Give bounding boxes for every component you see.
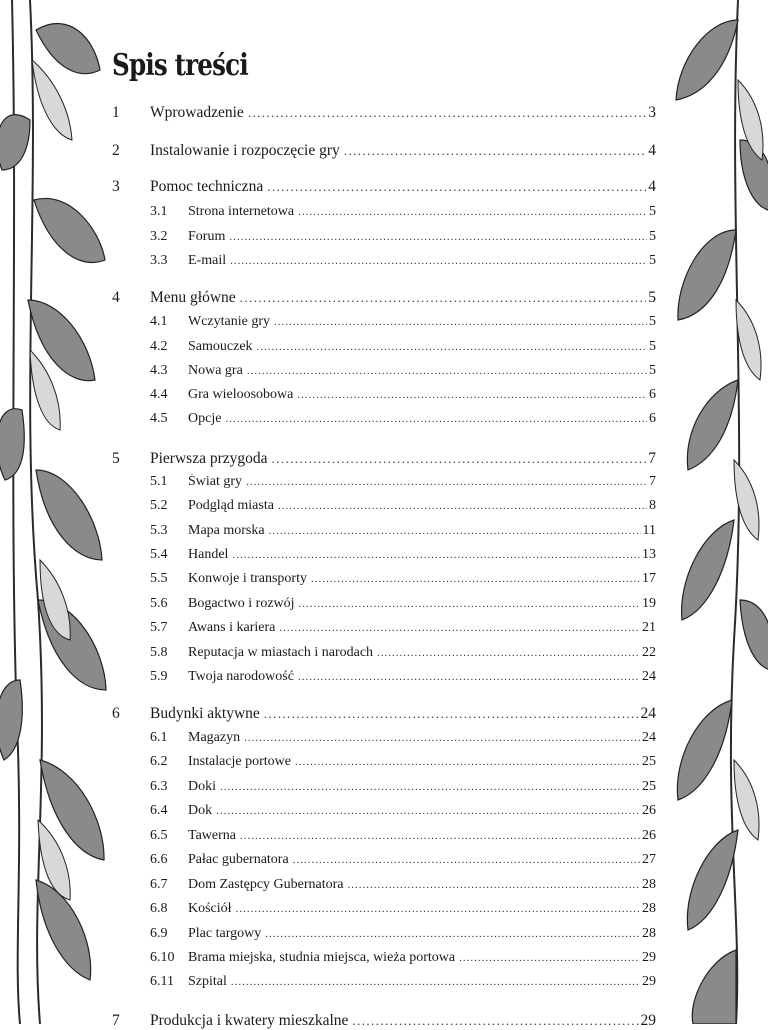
toc-section-row: [150, 754, 656, 770]
toc-entry-page: 26: [642, 803, 656, 818]
toc-dot-leader: [232, 549, 640, 561]
toc-dot-leader: [297, 389, 647, 401]
toc-section-row: [150, 474, 656, 490]
toc-section-row: [150, 730, 656, 746]
toc-entry-page: 22: [642, 645, 656, 660]
toc-section-row: [150, 596, 656, 612]
toc-entry-number: 5.8: [150, 645, 168, 660]
toc-entry-number: 5.1: [150, 474, 168, 489]
toc-dot-leader: [344, 143, 646, 159]
toc-dot-leader: [225, 413, 647, 425]
toc-dot-leader: [295, 756, 640, 768]
toc-chapter-row: [112, 104, 656, 122]
toc-entry-page: 5: [649, 339, 656, 354]
toc-entry-label: E-mail: [188, 253, 227, 268]
toc-entry-page: 17: [642, 571, 656, 586]
toc-entry-label: Pomoc techniczna: [150, 178, 264, 195]
toc-dot-leader: [272, 451, 647, 467]
toc-dot-leader: [265, 928, 640, 940]
toc-entry-number: 3.3: [150, 253, 168, 268]
toc-entry-label: Menu główne: [150, 289, 236, 306]
toc-entry-number: 5.5: [150, 571, 168, 586]
toc-entry-page: 29: [640, 1012, 656, 1029]
toc-section-row: [150, 411, 656, 427]
toc-dot-leader: [240, 290, 647, 306]
toc-section-row: [150, 974, 656, 990]
toc-entry-number: 4: [112, 289, 120, 306]
toc-entry-label: Podgląd miasta: [188, 498, 274, 513]
toc-dot-leader: [311, 573, 640, 585]
toc-dot-leader: [240, 830, 640, 842]
toc-section-row: [150, 779, 656, 795]
toc-section-row: [150, 314, 656, 330]
toc-chapter-row: [112, 289, 656, 307]
toc-entry-number: 5.7: [150, 620, 168, 635]
toc-dot-leader: [248, 105, 646, 121]
toc-dot-leader: [293, 854, 640, 866]
toc-entry-number: 6.6: [150, 852, 168, 867]
toc-chapter-row: [112, 142, 656, 160]
page-title: Spis treści: [112, 48, 248, 83]
toc-section-row: [150, 363, 656, 379]
toc-dot-leader: [298, 206, 647, 218]
toc-entry-number: 6.11: [150, 974, 174, 989]
toc-entry-page: 6: [649, 411, 656, 426]
toc-section-row: [150, 339, 656, 355]
toc-entry-number: 6.8: [150, 901, 168, 916]
toc-section-row: [150, 571, 656, 587]
toc-chapter-row: [112, 705, 656, 723]
toc-entry-label: Dom Zastępcy Gubernatora: [188, 877, 344, 892]
toc-entry-page: 29: [642, 950, 656, 965]
toc-entry-number: 3.2: [150, 229, 168, 244]
toc-entry-number: 7: [112, 1012, 120, 1029]
toc-dot-leader: [257, 341, 647, 353]
toc-dot-leader: [264, 706, 639, 722]
toc-entry-page: 7: [649, 474, 656, 489]
toc-entry-number: 3: [112, 178, 120, 195]
toc-entry-label: Mapa morska: [188, 523, 265, 538]
toc-entry-page: 24: [642, 730, 656, 745]
toc-entry-number: 4.4: [150, 387, 168, 402]
toc-dot-leader: [231, 976, 640, 988]
toc-section-row: [150, 828, 656, 844]
toc-entry-number: 5.6: [150, 596, 168, 611]
toc-entry-number: 4.5: [150, 411, 168, 426]
toc-dot-leader: [230, 255, 647, 267]
toc-entry-number: 5: [112, 450, 120, 467]
toc-entry-number: 5.2: [150, 498, 168, 513]
toc-entry-number: 5.3: [150, 523, 168, 538]
toc-entry-label: Wczytanie gry: [188, 314, 271, 329]
toc-entry-label: Magazyn: [188, 730, 241, 745]
toc-entry-page: 19: [642, 596, 656, 611]
toc-section-row: [150, 645, 656, 661]
toc-entry-page: 5: [649, 314, 656, 329]
toc-entry-label: Instalowanie i rozpoczęcie gry: [150, 142, 340, 159]
toc-dot-leader: [247, 365, 647, 377]
toc-entry-label: Produkcja i kwatery mieszkalne: [150, 1012, 349, 1029]
toc-entry-label: Strona internetowa: [188, 204, 295, 219]
toc-entry-page: 24: [640, 705, 656, 722]
toc-entry-page: 26: [642, 828, 656, 843]
toc-entry-number: 4.2: [150, 339, 168, 354]
toc-section-row: [150, 229, 656, 245]
toc-entry-page: 6: [649, 387, 656, 402]
toc-entry-page: 28: [642, 877, 656, 892]
toc-dot-leader: [278, 500, 647, 512]
toc-entry-label: Kościół: [188, 901, 232, 916]
toc-dot-leader: [377, 647, 640, 659]
toc-entry-label: Doki: [188, 779, 216, 794]
toc-entry-page: 28: [642, 901, 656, 916]
toc-dot-leader: [216, 805, 640, 817]
toc-section-row: [150, 620, 656, 636]
toc-entry-label: Reputacja w miastach i narodach: [188, 645, 374, 660]
toc-entry-label: Tawerna: [188, 828, 236, 843]
toc-entry-page: 5: [649, 363, 656, 378]
toc-dot-leader: [298, 671, 640, 683]
toc-dot-leader: [348, 879, 641, 891]
toc-dot-leader: [269, 525, 641, 537]
toc-section-row: [150, 498, 656, 514]
toc-entry-number: 3.1: [150, 204, 168, 219]
toc-entry-page: 5: [649, 229, 656, 244]
toc-entry-page: 5: [649, 253, 656, 268]
toc-entry-number: 6.5: [150, 828, 168, 843]
toc-chapter-row: [112, 178, 656, 196]
toc-dot-leader: [220, 781, 640, 793]
toc-entry-page: 8: [649, 498, 656, 513]
toc-entry-label: Pierwsza przygoda: [150, 450, 268, 467]
toc-section-row: [150, 669, 656, 685]
toc-chapter-row: [112, 1012, 656, 1030]
toc-entry-number: 6.4: [150, 803, 168, 818]
toc-section-row: [150, 926, 656, 942]
toc-entry-label: Bogactwo i rozwój: [188, 596, 295, 611]
toc-entry-page: 7: [648, 450, 656, 467]
toc-section-row: [150, 803, 656, 819]
toc-entry-label: Twoja narodowość: [188, 669, 294, 684]
toc-entry-label: Konwoje i transporty: [188, 571, 307, 586]
toc-section-row: [150, 523, 656, 539]
toc-entry-number: 6.9: [150, 926, 168, 941]
toc-entry-page: 25: [642, 779, 656, 794]
toc-entry-label: Instalacje portowe: [188, 754, 292, 769]
toc-entry-page: 13: [642, 547, 656, 562]
toc-dot-leader: [352, 1013, 638, 1029]
toc-dot-leader: [279, 622, 640, 634]
toc-entry-label: Budynki aktywne: [150, 705, 260, 722]
toc-entry-number: 6.2: [150, 754, 168, 769]
toc-entry-label: Handel: [188, 547, 229, 562]
toc-entry-label: Opcje: [188, 411, 222, 426]
toc-section-row: [150, 877, 656, 893]
toc-entry-number: 6: [112, 705, 120, 722]
toc-entry-page: 4: [648, 142, 656, 159]
toc-entry-number: 6.1: [150, 730, 168, 745]
toc-entry-label: Plac targowy: [188, 926, 262, 941]
toc-section-row: [150, 547, 656, 563]
toc-section-row: [150, 950, 656, 966]
toc-entry-number: 4.3: [150, 363, 168, 378]
toc-dot-leader: [267, 179, 646, 195]
toc-entry-number: 2: [112, 142, 120, 159]
toc-entry-label: Nowa gra: [188, 363, 243, 378]
toc-entry-page: 11: [642, 523, 656, 538]
toc-entry-page: 25: [642, 754, 656, 769]
toc-entry-number: 6.3: [150, 779, 168, 794]
toc-section-row: [150, 387, 656, 403]
toc-entry-number: 1: [112, 104, 120, 121]
toc-entry-page: 27: [642, 852, 656, 867]
toc-dot-leader: [236, 903, 640, 915]
toc-entry-label: Szpital: [188, 974, 227, 989]
toc-entry-page: 5: [648, 289, 656, 306]
toc-entry-label: Gra wieloosobowa: [188, 387, 294, 402]
toc-entry-label: Pałac gubernatora: [188, 852, 289, 867]
toc-dot-leader: [299, 598, 640, 610]
toc-entry-number: 5.4: [150, 547, 168, 562]
toc-chapter-row: [112, 450, 656, 468]
toc-dot-leader: [274, 316, 647, 328]
toc-entry-page: 4: [648, 178, 656, 195]
toc-section-row: [150, 852, 656, 868]
toc-entry-number: 6.7: [150, 877, 168, 892]
toc-section-row: [150, 204, 656, 220]
toc-entry-label: Forum: [188, 229, 226, 244]
toc-dot-leader: [229, 231, 647, 243]
toc-entry-label: Świat gry: [188, 474, 243, 489]
toc-dot-leader: [244, 732, 640, 744]
toc-entry-page: 5: [649, 204, 656, 219]
toc-entry-page: 21: [642, 620, 656, 635]
toc-entry-page: 28: [642, 926, 656, 941]
toc-entry-label: Samouczek: [188, 339, 253, 354]
toc-entry-page: 3: [648, 104, 656, 121]
toc-entry-page: 29: [642, 974, 656, 989]
toc-entry-number: 4.1: [150, 314, 168, 329]
toc-entry-number: 5.9: [150, 669, 168, 684]
toc-entry-page: 24: [642, 669, 656, 684]
toc-entry-label: Awans i kariera: [188, 620, 276, 635]
toc-section-row: [150, 901, 656, 917]
toc-section-row: [150, 253, 656, 269]
toc-dot-leader: [246, 476, 647, 488]
toc-entry-label: Wprowadzenie: [150, 104, 244, 121]
toc-entry-label: Dok: [188, 803, 213, 818]
toc-dot-leader: [459, 952, 640, 964]
toc-entry-label: Brama miejska, studnia miejsca, wieża portowa: [188, 950, 456, 965]
toc-entry-number: 6.10: [150, 950, 175, 965]
